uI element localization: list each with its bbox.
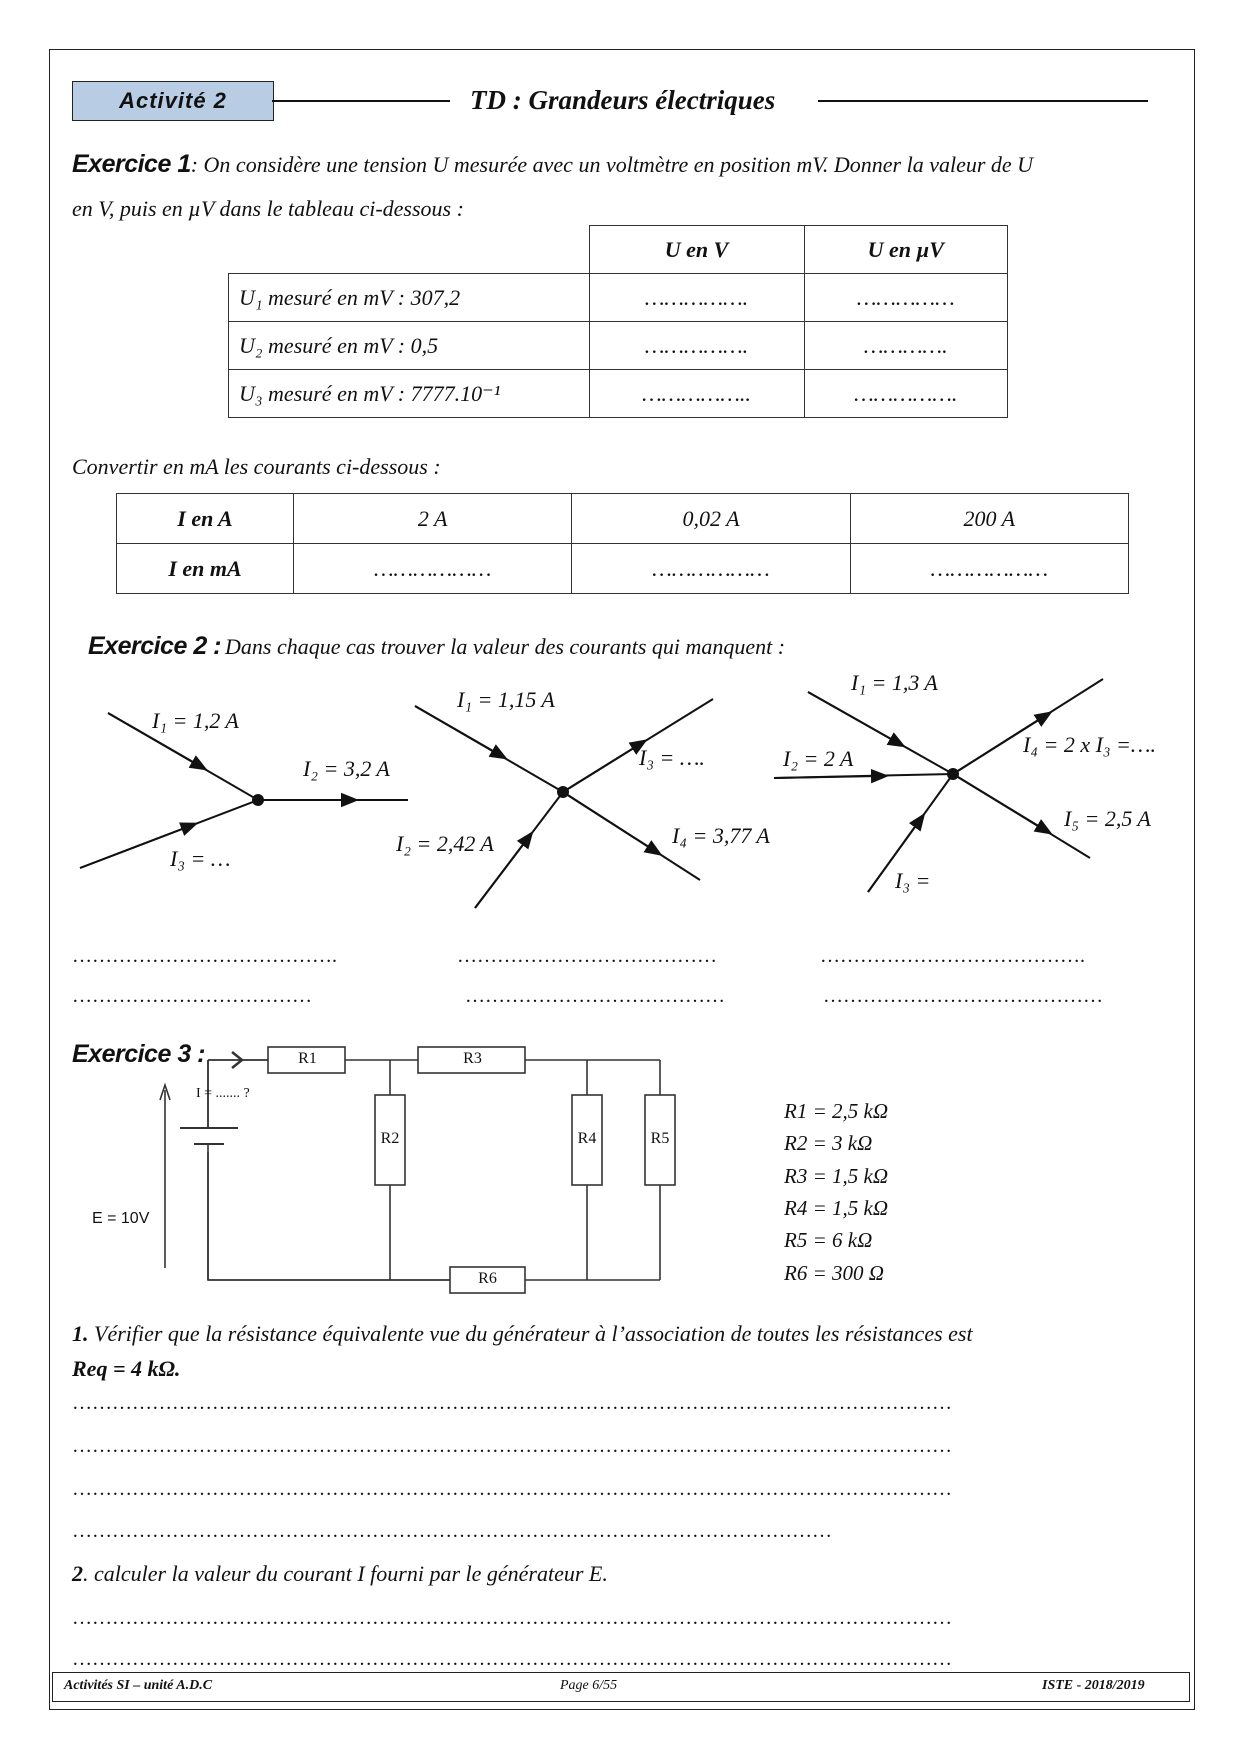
node3-i3-label: I₃ = [895, 868, 931, 893]
resistor-value: R3 = 1,5 kΩ [784, 1164, 889, 1188]
value-cell: 200 A [850, 494, 1128, 544]
r2-label: R2 [380, 1130, 400, 1147]
ex2-answer-line: ………………………………… [465, 985, 725, 1007]
answer-cell: …………….. [589, 370, 804, 418]
answer-cell: ……………. [589, 274, 804, 322]
answer-line: …………………………………………………………………………………………………………………… [72, 1648, 952, 1670]
row-label: U₃ mesuré en mV : 7777.10⁻¹ [229, 370, 590, 418]
node2-i2-label: I₂ = 2,42 A [396, 831, 494, 856]
col-header-v: U en V [589, 226, 804, 274]
q1-result: Req = 4 kΩ. [72, 1356, 181, 1381]
row-label: U₂ mesuré en mV : 0,5 [229, 322, 590, 370]
ex1-text-line1: : On considère une tension U mesurée avec un voltmètre en position mV. Donner la valeur de U [190, 152, 1034, 177]
resistor-value: R5 = 6 kΩ [784, 1228, 873, 1252]
q2-text: . calculer la valeur du courant I fourni par le générateur E. [83, 1561, 608, 1586]
answer-cell: ……………. [589, 322, 804, 370]
answer-cell: …………. [804, 322, 1008, 370]
answer-line: …………………………………………………………………………………………………………………… [72, 1607, 952, 1629]
answer-line: …………………………………………………………………………………………………………………… [72, 1392, 952, 1414]
question-2 [72, 1561, 608, 1587]
ex2-heading: Exercice 2 : [88, 632, 221, 660]
node1-i3-label: I₃ = … [170, 846, 231, 871]
page-title: TD : Grandeurs électriques [470, 85, 776, 115]
resistor-value: R4 = 1,5 kΩ [784, 1196, 889, 1220]
r5-label: R5 [650, 1130, 670, 1147]
ex1-text-line2: en V, puis en µV dans le tableau ci-dessous : [72, 196, 464, 221]
node2-i4-label: I₄ = 3,77 A [672, 823, 770, 848]
answer-cell: ……………. [804, 370, 1008, 418]
col-header-uv: U en µV [804, 226, 1008, 274]
convert-text: Convertir en mA les courants ci-dessous : [72, 454, 441, 479]
footer-page: Page 6/55 [560, 1678, 618, 1693]
value-cell: 0,02 A [572, 494, 850, 544]
footer-left: Activités SI – unité A.D.C [64, 1678, 213, 1693]
answer-cell: …………… [804, 274, 1008, 322]
answer-line: …………………………………………………………………………………………………… [72, 1520, 832, 1542]
node3-i4-label: I₄ = 2 x I₃ =…. [1023, 732, 1156, 757]
node3-i1-label: I₁ = 1,3 A [851, 670, 938, 695]
answer-cell: ……………… [572, 544, 850, 594]
activity-badge: Activité 2 [72, 81, 274, 121]
answer-cell: ……………… [294, 544, 572, 594]
r4-label: R4 [577, 1130, 597, 1147]
row-label: U₁ mesuré en mV : 307,2 [229, 274, 590, 322]
row-label: I en mA [117, 544, 294, 594]
node1-i2-label: I₂ = 3,2 A [303, 756, 390, 781]
source-label: E = 10V [92, 1210, 150, 1227]
ex2-answer-line: ……………………………… [72, 985, 312, 1007]
ex1-heading: Exercice 1 [72, 150, 191, 178]
resistor-value: R1 = 2,5 kΩ [784, 1099, 889, 1123]
ex2-answer-line: ………………………………… [457, 945, 717, 967]
question-1 [72, 1321, 973, 1347]
answer-line: …………………………………………………………………………………………………………………… [72, 1478, 952, 1500]
node2-i3-label: I₃ = …. [639, 745, 705, 770]
footer-right: ISTE - 2018/2019 [1042, 1678, 1145, 1693]
node1-i1-label: I₁ = 1,2 A [152, 708, 239, 733]
q1-text: Vérifier que la résistance équivalente vue du générateur à l’association de toutes les résistances est [94, 1321, 973, 1346]
current-label: I = ....... ? [196, 1086, 250, 1101]
resistor-value: R2 = 3 kΩ [784, 1131, 873, 1155]
node2-i1-label: I₁ = 1,15 A [457, 687, 555, 712]
q1-number: 1. [72, 1321, 89, 1346]
node3-i2-label: I₂ = 2 A [783, 746, 854, 771]
node3-i5-label: I₅ = 2,5 A [1064, 806, 1151, 831]
ex2-answer-line: …………………………………. [820, 945, 1085, 967]
ex2-text: Dans chaque cas trouver la valeur des courants qui manquent : [225, 634, 786, 659]
resistor-value: R6 = 300 Ω [784, 1261, 884, 1285]
r1-label: R1 [298, 1050, 317, 1067]
ex2-answer-line: …………………………………. [72, 945, 337, 967]
r6-label: R6 [478, 1270, 497, 1287]
row-label: I en A [117, 494, 294, 544]
answer-line: …………………………………………………………………………………………………………………… [72, 1435, 952, 1457]
q2-number: 2 [72, 1561, 83, 1586]
value-cell: 2 A [294, 494, 572, 544]
footer-box [52, 1672, 1190, 1702]
r3-label: R3 [463, 1050, 482, 1067]
answer-cell: ……………… [850, 544, 1128, 594]
ex3-heading: Exercice 3 : [72, 1040, 205, 1068]
ex2-answer-line: …………………………………… [823, 985, 1103, 1007]
